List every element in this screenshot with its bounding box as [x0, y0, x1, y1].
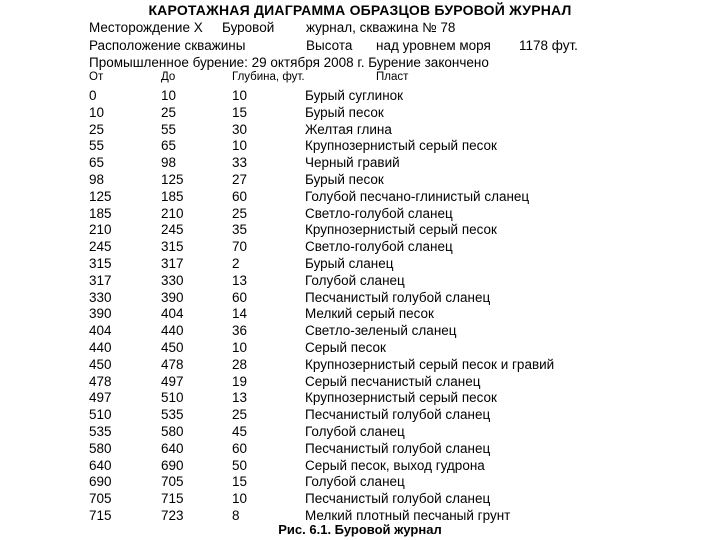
thickness-cell: 35 — [232, 222, 248, 238]
column-header-thickness: Глубина, фут. — [232, 71, 305, 83]
thickness-cell: 10 — [232, 88, 248, 103]
table-row — [0, 155, 720, 172]
layer-cell: Светло-голубой сланец — [305, 205, 453, 221]
depth-to-cell: 125 — [161, 172, 184, 187]
thickness-cell: 15 — [232, 474, 248, 490]
thickness-cell: 13 — [232, 390, 248, 406]
thickness-cell: 2 — [232, 256, 240, 271]
journal-label: Буровой — [222, 20, 275, 35]
layer-cell: Серый песок — [305, 340, 386, 355]
thickness-cell: 27 — [232, 172, 248, 187]
thickness-cell: 33 — [232, 155, 248, 171]
layer-cell: Крупнозернистый серый песок — [305, 138, 497, 154]
thickness-cell: 30 — [232, 121, 248, 137]
figure-caption: Рис. 6.1. Буровой журнал — [278, 522, 442, 537]
depth-to-cell: 705 — [161, 474, 184, 490]
depth-to-cell: 640 — [161, 440, 184, 456]
depth-to-cell: 317 — [161, 256, 184, 271]
depth-to-cell: 210 — [161, 205, 184, 221]
table-row — [0, 424, 720, 441]
depth-to-cell: 315 — [161, 239, 184, 255]
depth-from-cell: 580 — [89, 440, 112, 456]
elevation-value: 1178 фут. — [519, 38, 578, 53]
depth-to-cell: 440 — [161, 323, 184, 339]
layer-cell: Мелкий плотный песчаный грунт — [305, 508, 511, 523]
layer-cell: Светло-зеленый сланец — [305, 323, 457, 339]
layer-cell: Крупнозернистый серый песок и гравий — [305, 356, 555, 372]
depth-from-cell: 0 — [89, 88, 97, 103]
table-row — [0, 172, 720, 189]
depth-from-cell: 210 — [89, 222, 112, 238]
depth-from-cell: 98 — [89, 172, 105, 187]
table-row — [0, 290, 720, 307]
table-row — [0, 357, 720, 374]
depth-to-cell: 25 — [161, 104, 177, 120]
depth-from-cell: 478 — [89, 373, 112, 389]
layer-cell: Песчанистый голубой сланец — [305, 491, 491, 507]
table-row — [0, 323, 720, 340]
depth-from-cell: 450 — [89, 356, 112, 372]
depth-from-cell: 330 — [89, 289, 112, 305]
layer-cell: Крупнозернистый серый песок — [305, 222, 497, 238]
table-row — [0, 340, 720, 357]
layer-cell: Черный гравий — [305, 155, 400, 171]
well-number: журнал, скважина № 78 — [306, 20, 456, 35]
thickness-cell: 10 — [232, 491, 248, 507]
depth-from-cell: 715 — [89, 508, 112, 523]
depth-from-cell: 510 — [89, 407, 112, 423]
thickness-cell: 60 — [232, 440, 248, 456]
table-row — [0, 105, 720, 122]
thickness-cell: 19 — [232, 373, 248, 389]
thickness-cell: 60 — [232, 188, 248, 204]
depth-to-cell: 723 — [161, 508, 184, 523]
depth-from-cell: 690 — [89, 474, 112, 490]
sea-level-label: над уровнем моря — [376, 38, 491, 53]
table-row — [0, 88, 720, 105]
depth-to-cell: 390 — [161, 289, 184, 305]
table-row — [0, 206, 720, 223]
depth-to-cell: 690 — [161, 457, 184, 473]
layer-cell: Бурый песок — [305, 172, 384, 187]
depth-to-cell: 98 — [161, 155, 177, 171]
table-row — [0, 256, 720, 273]
layer-cell: Бурый песок — [305, 104, 384, 120]
layer-cell: Песчанистый голубой сланец — [305, 289, 491, 305]
depth-from-cell: 640 — [89, 457, 112, 473]
depth-from-cell: 10 — [89, 104, 105, 120]
layer-cell: Голубой песчано-глинистый сланец — [305, 188, 530, 204]
depth-from-cell: 317 — [89, 272, 112, 288]
depth-to-cell: 65 — [161, 138, 177, 154]
layer-cell: Песчанистый голубой сланец — [305, 407, 491, 423]
depth-to-cell: 245 — [161, 222, 184, 238]
depth-from-cell: 65 — [89, 155, 105, 171]
column-header-from: От — [89, 71, 104, 83]
thickness-cell: 36 — [232, 323, 248, 339]
layer-cell: Мелкий серый песок — [305, 306, 434, 322]
column-header-to: До — [161, 71, 176, 83]
depth-to-cell: 185 — [161, 188, 184, 204]
depth-to-cell: 404 — [161, 306, 184, 322]
drilling-dates: Промышленное бурение: 29 октября 2008 г. Бурение закончено — [89, 55, 489, 70]
depth-from-cell: 390 — [89, 306, 112, 322]
page-title: КАРОТАЖНАЯ ДИАГРАММА ОБРАЗЦОВ БУРОВОЙ ЖУРНАЛ — [148, 2, 572, 18]
depth-from-cell: 185 — [89, 205, 112, 221]
table-row — [0, 122, 720, 139]
depth-to-cell: 497 — [161, 373, 184, 389]
table-row — [0, 239, 720, 256]
layer-cell: Желтая глина — [305, 121, 392, 137]
thickness-cell: 25 — [232, 205, 248, 221]
depth-to-cell: 450 — [161, 340, 184, 355]
thickness-cell: 15 — [232, 104, 248, 120]
thickness-cell: 25 — [232, 407, 248, 423]
table-row — [0, 306, 720, 323]
depth-from-cell: 404 — [89, 323, 112, 339]
depth-from-cell: 55 — [89, 138, 105, 154]
table-row — [0, 138, 720, 155]
depth-to-cell: 715 — [161, 491, 184, 507]
thickness-cell: 13 — [232, 272, 248, 288]
depth-from-cell: 705 — [89, 491, 112, 507]
field-name: Месторождение Х — [89, 20, 203, 35]
depth-from-cell: 25 — [89, 121, 105, 137]
table-row — [0, 390, 720, 407]
depth-from-cell: 497 — [89, 390, 112, 406]
layer-cell: Голубой сланец — [305, 272, 405, 288]
layer-cell: Серый песок, выход гудрона — [305, 457, 485, 473]
layer-cell: Светло-голубой сланец — [305, 239, 453, 255]
layer-cell: Серый песчанистый сланец — [305, 373, 481, 389]
layer-cell: Бурый суглинок — [305, 88, 404, 103]
depth-to-cell: 478 — [161, 356, 184, 372]
table-row — [0, 407, 720, 424]
depth-to-cell: 510 — [161, 390, 184, 406]
thickness-cell: 70 — [232, 239, 248, 255]
table-row — [0, 374, 720, 391]
table-row — [0, 222, 720, 239]
depth-to-cell: 10 — [161, 88, 177, 103]
table-row — [0, 441, 720, 458]
table-row — [0, 491, 720, 508]
thickness-cell: 14 — [232, 306, 248, 322]
table-row — [0, 189, 720, 206]
well-location: Расположение скважины — [89, 38, 246, 53]
thickness-cell: 8 — [232, 508, 240, 523]
depth-from-cell: 440 — [89, 340, 112, 355]
thickness-cell: 10 — [232, 340, 248, 355]
depth-to-cell: 580 — [161, 424, 184, 439]
thickness-cell: 45 — [232, 424, 248, 439]
depth-from-cell: 535 — [89, 424, 112, 439]
depth-from-cell: 245 — [89, 239, 112, 255]
table-row — [0, 474, 720, 491]
layer-cell: Песчанистый голубой сланец — [305, 440, 491, 456]
depth-to-cell: 330 — [161, 272, 184, 288]
depth-from-cell: 125 — [89, 188, 112, 204]
layer-cell: Голубой сланец — [305, 474, 405, 490]
depth-to-cell: 535 — [161, 407, 184, 423]
height-label: Высота — [306, 38, 353, 53]
depth-from-cell: 315 — [89, 256, 112, 271]
thickness-cell: 28 — [232, 356, 248, 372]
thickness-cell: 10 — [232, 138, 248, 154]
depth-to-cell: 55 — [161, 121, 177, 137]
thickness-cell: 50 — [232, 457, 248, 473]
layer-cell: Бурый сланец — [305, 256, 394, 271]
table-row — [0, 273, 720, 290]
thickness-cell: 60 — [232, 289, 248, 305]
layer-cell: Крупнозернистый серый песок — [305, 390, 497, 406]
layer-cell: Голубой сланец — [305, 424, 405, 439]
table-row — [0, 458, 720, 475]
column-header-layer: Пласт — [376, 71, 409, 83]
